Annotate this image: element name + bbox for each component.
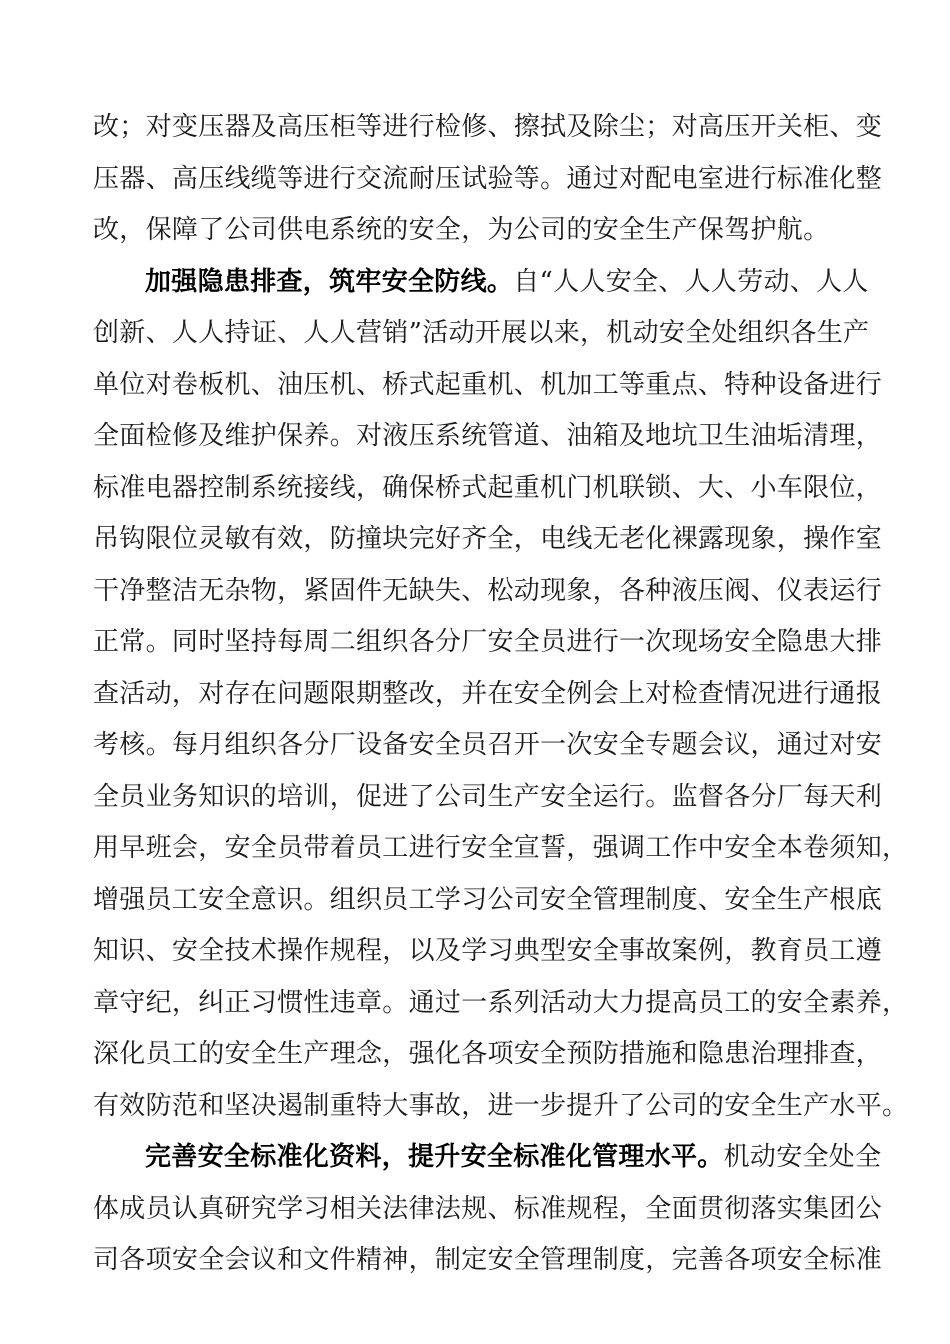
text-line: 考核。每月组织各分厂设备安全员召开一次安全专题会议，通过对安 [93,730,883,760]
text-line: 吊钩限位灵敏有效，防撞块完好齐全，电线无老化裸露现象，操作室 [93,524,883,554]
text-line: 标准电器控制系统接线，确保桥式起重机门机联锁、大、小车限位， [93,472,883,503]
paragraph-2 [93,257,909,1133]
text-segment: 机动安全处全 [723,1142,882,1172]
text-line: 深化员工的安全生产理念，强化各项安全预防措施和隐患治理排查， [93,1039,883,1069]
text-segment: 自“人人安全、人人劳动、人人 [513,266,869,297]
text-line: 查活动，对存在问题限期整改，并在安全例会上对检查情况进行通报 [93,678,883,709]
text-line [93,1132,882,1184]
text-line: 单位对卷板机、油压机、桥式起重机、机加工等重点、特种设备进行 [93,369,883,400]
text-line: 改；对变压器及高压柜等进行检修、擦拭及除尘；对高压开关柜、变 [93,112,883,142]
text-line: 体成员认真研究学习相关法律法规、标准规程，全面贯彻落实集团公 [93,1193,883,1224]
text-line: 知识、安全技术操作规程，以及学习典型安全事故案例，教育员工遵 [93,936,883,966]
paragraph-1 [93,102,883,257]
text-line [93,257,869,309]
text-line: 有效防范和坚决遏制重特大事故，进一步提升了公司的安全生产水平。 [93,1090,909,1121]
text-line: 用早班会，安全员带着员工进行安全宣誓，强调工作中安全本卷须知， [93,833,909,863]
body-text [93,102,909,1287]
text-line: 全员业务知识的培训，促进了公司生产安全运行。监督各分厂每天利 [93,781,883,812]
text-line: 创新、人人持证、人人营销”活动开展以来，机动安全处组织各生产 [93,318,870,348]
paragraph-heading: 完善安全标准化资料，提升安全标准化管理水平。 [145,1142,724,1172]
text-line: 干净整洁无杂物，紧固件无缺失、松动现象，各种液压阀、仪表运行 [93,575,883,606]
paragraph-heading: 加强隐患排查，筑牢安全防线。 [145,266,514,297]
text-line: 正常。同时坚持每周二组织各分厂安全员进行一次现场安全隐患大排 [93,627,883,657]
paragraph-3 [93,1132,883,1287]
text-line: 章守纪，纠正习惯性违章。通过一系列活动大力提高员工的安全素养， [93,987,909,1018]
text-line: 压器、高压线缆等进行交流耐压试验等。通过对配电室进行标准化整 [93,163,883,194]
text-line: 增强员工安全意识。组织员工学习公司安全管理制度、安全生产根底 [93,884,883,915]
text-line: 全面检修及维护保养。对液压系统管道、油箱及地坑卫生油垢清理， [93,421,883,451]
text-line: 改，保障了公司供电系统的安全，为公司的安全生产保驾护航。 [93,215,830,245]
text-line: 司各项安全会议和文件精神，制定安全管理制度，完善各项安全标准 [93,1245,883,1275]
